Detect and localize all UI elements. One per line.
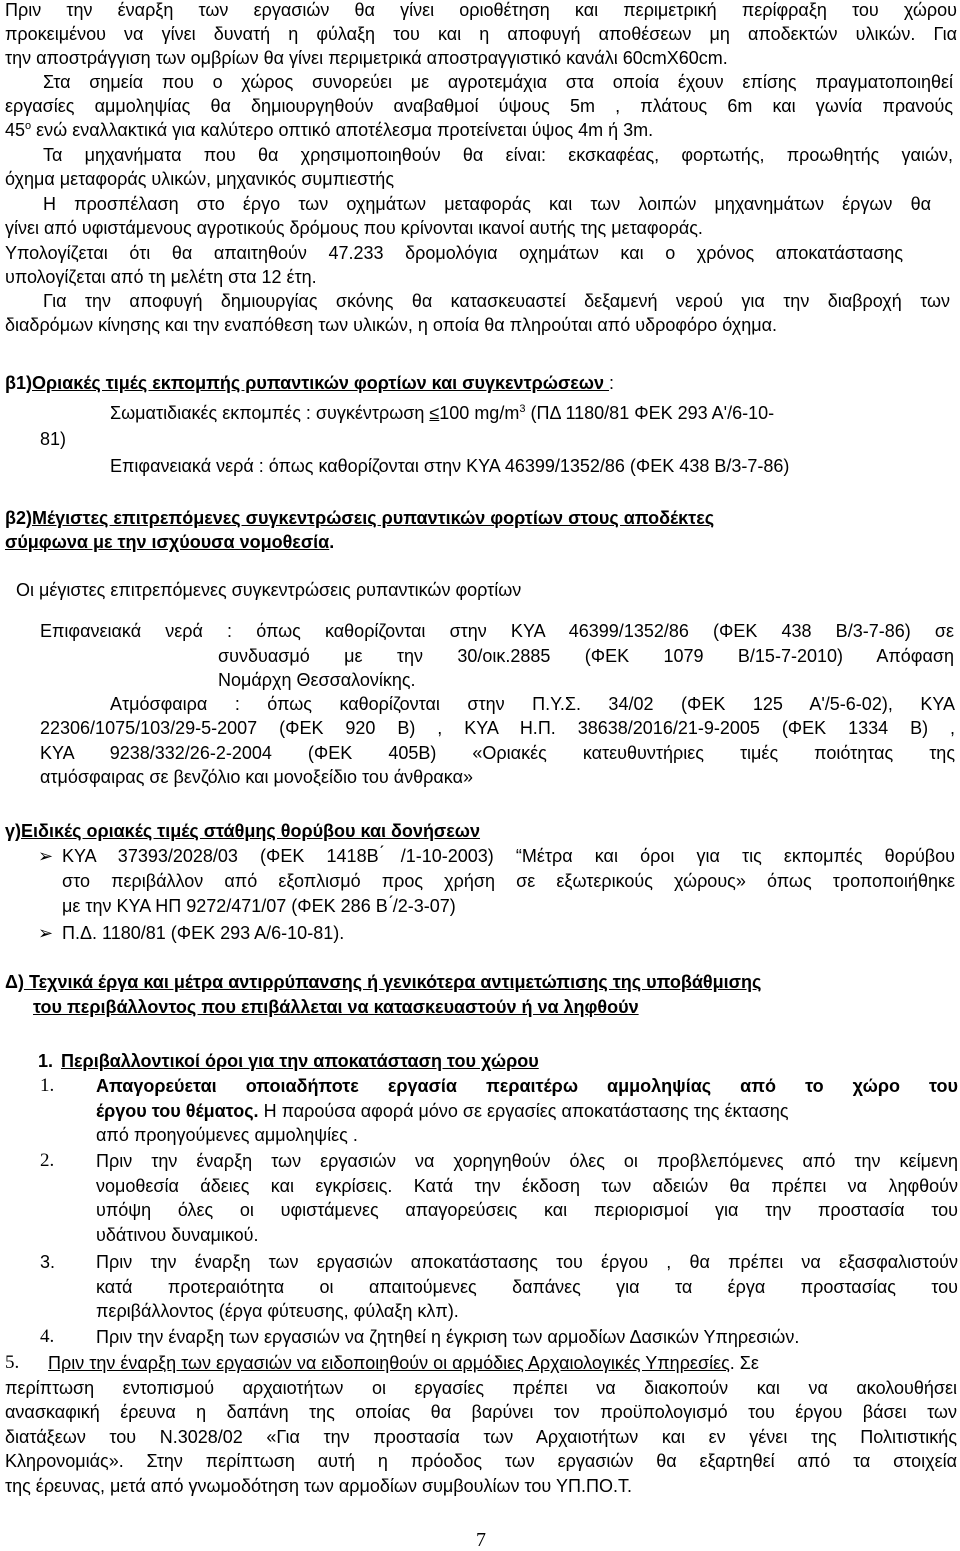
b2-surface-line-2: συνδυασμό με την 30/οικ.2885 (ΦΕΚ 1079 Β/15-7-2010) Απόφαση [218, 646, 954, 666]
section-b2-title-1: Μέγιστες επιτρεπόμενες συγκεντρώσεις ρυπαντικών φορτίων στους αποδέκτες [32, 508, 715, 528]
section-b1-heading [5, 372, 614, 394]
intro-line-13: Για την αποφυγή δημιουργίας σκόνης θα κατασκευαστεί δεξαμενή νερού για την διαβροχή των [43, 291, 950, 311]
section-b2-dot: . [329, 532, 335, 552]
section-g-heading [5, 820, 480, 842]
b2-air-line-3: ΚΥΑ 9238/332/26-2-2004 (ΦΕΚ 405Β) «Οριακές κατευθυντήριες τιμές ποιότητας της [40, 743, 955, 763]
section-d-title-2: του περιβάλλοντος που επιβάλλεται να κατασκευαστούν ή να ληφθούν [33, 997, 639, 1017]
intro-line-5: εργασίες αμμοληψίας θα δημιουργηθούν αναβαθμοί ύψους 5m , πλάτους 6m και γωνία πρανούς [5, 96, 953, 116]
b2-air-line-4: ατμόσφαιρας σε βενζόλιο και μονοξείδιο του άνθρακα» [40, 767, 473, 787]
term-2-line-2: νομοθεσία άδειες και εγκρίσεις. Κατά την έκδοση των αδειών θα πρέπει να ληφθούν [96, 1176, 958, 1196]
particles-label: Σωματιδιακές εκπομπές : συγκέντρωση [110, 403, 430, 423]
section-d-heading-line-1 [5, 971, 761, 993]
term-5-number: 5. [5, 1352, 20, 1373]
section-d-title-1: Τεχνικά έργα και μέτρα αντιρρύπανσης ή γενικότερα αντιμετώπισης της υποβάθμισης [23, 972, 762, 992]
section-d-prefix: Δ) [5, 972, 24, 992]
term-1-rest: Η παρούσα αφορά μόνο σε εργασίες αποκατάστασης της έκτασης [258, 1101, 789, 1121]
particles-value: 100 mg/m [439, 403, 520, 423]
term-2-number: 2. [40, 1150, 55, 1171]
intro-line-6 [5, 119, 653, 141]
section-g-prefix: γ) [5, 821, 22, 841]
term-4-number: 4. [40, 1326, 55, 1347]
intro-line-1: Πριν την έναρξη των εργασιών θα γίνει οριοθέτηση και περιμετρική περίφραξη του χώρου [5, 0, 957, 20]
intro-line-3: την αποστράγγιση των ομβρίων θα γίνει περιμετρικά αποστραγγιστικό κανάλι 60cmX60cm. [5, 48, 728, 68]
term-3-line-1: Πριν την έναρξη των εργασιών αποκατάστασης του έργου , θα πρέπει να εξασφαλιστούν [96, 1252, 958, 1272]
term-1-line-2 [96, 1100, 789, 1122]
term-1-number: 1. [40, 1075, 55, 1096]
section-b1-title: Οριακές τιμές εκπομπής ρυπαντικών φορτίων και συγκεντρώσεων [32, 373, 610, 393]
term-1-line-3: από προηγούμενες αμμοληψίες . [96, 1125, 358, 1145]
angle-value: 45 [5, 120, 26, 140]
term-1-line-1: Απαγορεύεται οποιαδήποτε εργασία περαιτέρω αμμοληψίας από το χώρο του [96, 1076, 958, 1096]
section-b1-colon: : [609, 373, 615, 393]
term-5-line-2: περίπτωση εντοπισμού αρχαιοτήτων οι εργασίες πρέπει να διακοπούν και να ακολουθήσει [5, 1378, 957, 1398]
term-5-line-6: της έρευνας, μετά από γνωμοδότηση των αρμοδίων συμβουλίων του ΥΠ.ΠΟ.Τ. [5, 1476, 632, 1496]
term-3-number: 3. [40, 1252, 56, 1272]
intro-line-6-rest: ενώ εναλλακτικά για καλύτερο οπτικό αποτέλεσμα προτείνεται ύψος 4m ή 3m. [31, 120, 654, 140]
intro-line-12: υπολογίζεται από τη μελέτη στα 12 έτη. [5, 267, 317, 287]
intro-line-14: διαδρόμων κίνησης και την εναπόθεση των υλικών, η οποία θα πληρούται από υδροφόρο όχημα. [5, 315, 778, 335]
intro-line-4: Στα σημεία που ο χώρος συνορεύει με αγροτεμάχια στα οποία έχουν επίσης πραγματοποιηθεί [43, 72, 953, 92]
b2-air-line-2: 22306/1075/103/29-5-2007 (ΦΕΚ 920 Β) , ΚΥΑ Η.Π. 38638/2016/21-9-2005 (ΦΕΚ 1334 Β) , [40, 718, 955, 738]
section-b1-prefix: β1) [5, 373, 32, 393]
term-5-line-4: διατάξεων του Ν.3028/02 «Για την προστασία των Αρχαιοτήτων και εν γένει της Πολιτιστικής [5, 1427, 957, 1447]
noise-bullet-1-line-3: με την ΚΥΑ ΗΠ 9272/471/07 (ΦΕΚ 286 Β ́/2-3-07) [62, 896, 456, 916]
subsection-1-heading [38, 1050, 539, 1072]
less-equal-symbol: ≤ [429, 403, 440, 423]
particles-continuation: 81) [40, 429, 67, 449]
max-concentrations-intro: Οι μέγιστες επιτρεπόμενες συγκεντρώσεις ρυπαντικών φορτίων [16, 580, 522, 600]
term-4-line-1: Πριν την έναρξη των εργασιών να ζητηθεί η έγκριση των αρμοδίων Δασικών Υπηρεσιών. [96, 1327, 800, 1347]
noise-bullet-2: Π.Δ. 1180/81 (ΦΕΚ 293 Α/6-10-81). [62, 923, 345, 943]
term-2-line-3: υπόψη όλες οι υφιστάμενες απαγορεύσεις και περιορισμοί για την προστασία του [96, 1200, 958, 1220]
term-3-line-2: κατά προτεραιότητα οι απαιτούμενες δαπάνες για τα έργα προστασίας του [96, 1277, 958, 1297]
term-5-tail: . Σε [729, 1353, 759, 1373]
section-b2-heading-line-1 [5, 507, 714, 529]
term-5-line-5: Κληρονομιάς». Στην περίπτωση αυτή η πρόοδος των εργασιών θα εξαρτηθεί από τα στοιχεία [5, 1451, 957, 1471]
intro-line-9: Η προσπέλαση στο έργο των οχημάτων μεταφοράς και των λοιπών μηχανημάτων έργων θα [43, 194, 931, 214]
b2-surface-line-3: Νομάρχη Θεσσαλονίκης. [218, 670, 416, 690]
term-5-line-3: ανασκαφική έρευνα η δαπάνη της οποίας θα βαρύνει τον προϋπολογισμό του έργου βάσει των [5, 1402, 957, 1422]
surface-waters-line: Επιφανειακά νερά : όπως καθορίζονται στην ΚΥΑ 46399/1352/86 (ΦΕΚ 438 Β/3-7-86) [110, 456, 790, 476]
section-d-heading-line-2 [33, 996, 639, 1018]
term-3-line-3: περιβάλλοντος (έργα φύτευσης, φύλαξη κλπ). [96, 1301, 459, 1321]
intro-line-10: γίνει από υφιστάμενους αγροτικούς δρόμους που κρίνονται ικανοί αυτής της μεταφοράς. [5, 218, 703, 238]
term-1-bold: έργου του θέματος. [96, 1101, 259, 1121]
particles-line [110, 402, 774, 424]
term-2-line-1: Πριν την έναρξη των εργασιών να χορηγηθούν όλες οι προβλεπόμενες από την κείμενη [96, 1151, 958, 1171]
intro-line-2: προκειμένου να γίνει δυνατή η φύλαξη του και η αποφυγή αποθέσεων μη αποδεκτών υλικών. Για [5, 24, 957, 44]
page-number: 7 [476, 1529, 486, 1551]
b2-air-line-1: Ατμόσφαιρα : όπως καθορίζονται στην Π.Υ.Σ. 34/02 (ΦΕΚ 125 Α'/5-6-02), ΚΥΑ [110, 694, 955, 714]
section-b2-title-2: σύμφωνα με την ισχύουσα νομοθεσία [5, 532, 330, 552]
arrow-bullet-icon: ➢ [38, 923, 54, 943]
degree-sup: ο [25, 120, 32, 132]
term-2-line-4: υδάτινου δυναμικού. [96, 1225, 259, 1245]
term-5-line-1 [48, 1352, 759, 1374]
noise-bullet-1-line-2: στο περιβάλλον από εξοπλισμό προς χρήση σε εξωτερικούς χώρους» όπως τροποποιήθηκε [62, 871, 955, 891]
particles-ref: (ΠΔ 1180/81 ΦΕΚ 293 Α'/6-10- [525, 403, 775, 423]
b2-surface-line-1: Επιφανειακά νερά : όπως καθορίζονται στην ΚΥΑ 46399/1352/86 (ΦΕΚ 438 Β/3-7-86) σε [40, 621, 954, 641]
intro-line-7: Τα μηχανήματα που θα χρησιμοποιηθούν θα είναι: εκσκαφέας, φορτωτής, προωθητής γαιών, [43, 145, 953, 165]
section-g-title: Ειδικές οριακές τιμές στάθμης θορύβου και δονήσεων [21, 821, 481, 841]
arrow-bullet-icon: ➢ [38, 846, 54, 866]
subsection-1-title: Περιβαλλοντικοί όροι για την αποκατάσταση του χώρου [61, 1051, 539, 1071]
noise-bullet-1-line-1: ΚΥΑ 37393/2028/03 (ΦΕΚ 1418Β ́/1-10-2003) “Μέτρα και όροι για τις εκπομπές θορύβου [62, 846, 955, 866]
cubic-sup: 3 [519, 403, 526, 415]
section-b2-prefix: β2) [5, 508, 32, 528]
subsection-1-number: 1. [38, 1051, 54, 1071]
intro-line-8: όχημα μεταφοράς υλικών, μηχανικός συμπιεστής [5, 169, 394, 189]
intro-line-11: Υπολογίζεται ότι θα απαιτηθούν 47.233 δρομολόγια οχημάτων και ο χρόνος αποκατάστασης [5, 243, 903, 263]
section-b2-heading-line-2 [5, 531, 334, 553]
term-5-underlined: Πριν την έναρξη των εργασιών να ειδοποιηθούν οι αρμόδιες Αρχαιολογικές Υπηρεσίες [48, 1353, 730, 1373]
